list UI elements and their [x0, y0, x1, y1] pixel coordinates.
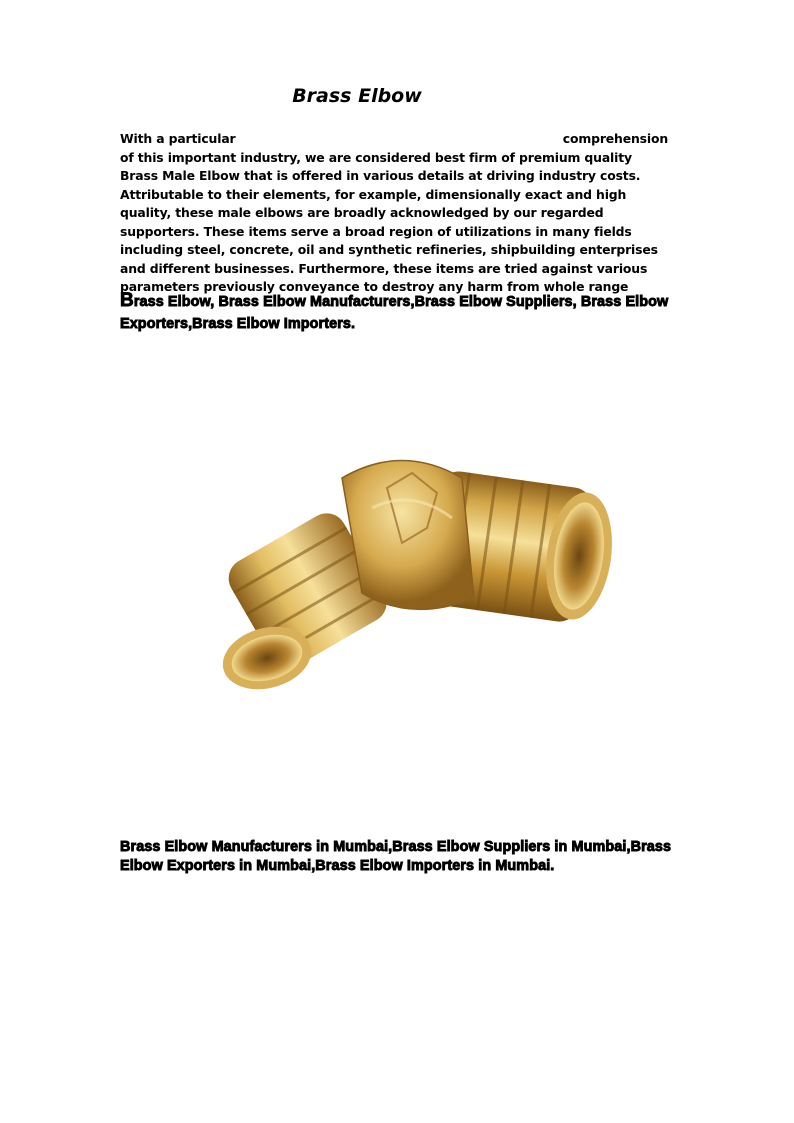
products-heading-text: rass Elbow, Brass Elbow Manufacturers,Brass Elbow Suppliers, Brass Elbow Exporters,Brass Elbow Importers. [120, 294, 669, 332]
intro-paragraph [120, 130, 668, 297]
brass-elbow-photo [212, 448, 612, 698]
brass-elbow-illustration [212, 448, 612, 698]
intro-first-line [120, 130, 668, 149]
intro-first-line-end: comprehension [562, 131, 668, 146]
page-title: Brass Elbow [292, 85, 422, 107]
intro-first-words: With a particular [120, 131, 236, 146]
elbow-body [342, 461, 474, 610]
products-heading [120, 290, 680, 335]
intro-body-text: of this important industry, we are considered best firm of premium quality Brass Male Elbow that is offered in various details at driving industry costs. Attributable to their elements, for example, dimensionally exact and high quality, these male elbows are broadly acknowledged by our regarded supporters. These items serve a broad region of utilizations in many fields including steel, concrete, oil and synthetic refineries, shipbuilding enterprises and different businesses. Furthermore, these items are tried against various parameters previously conveyance to destroy any harm from whole range [120, 149, 658, 294]
mumbai-heading: Brass Elbow Manufacturers in Mumbai,Brass Elbow Suppliers in Mumbai,Brass Elbow Exporters in Mumbai,Brass Elbow Importers in Mumbai. [120, 839, 672, 874]
products-heading-dropcap: B [120, 290, 134, 311]
